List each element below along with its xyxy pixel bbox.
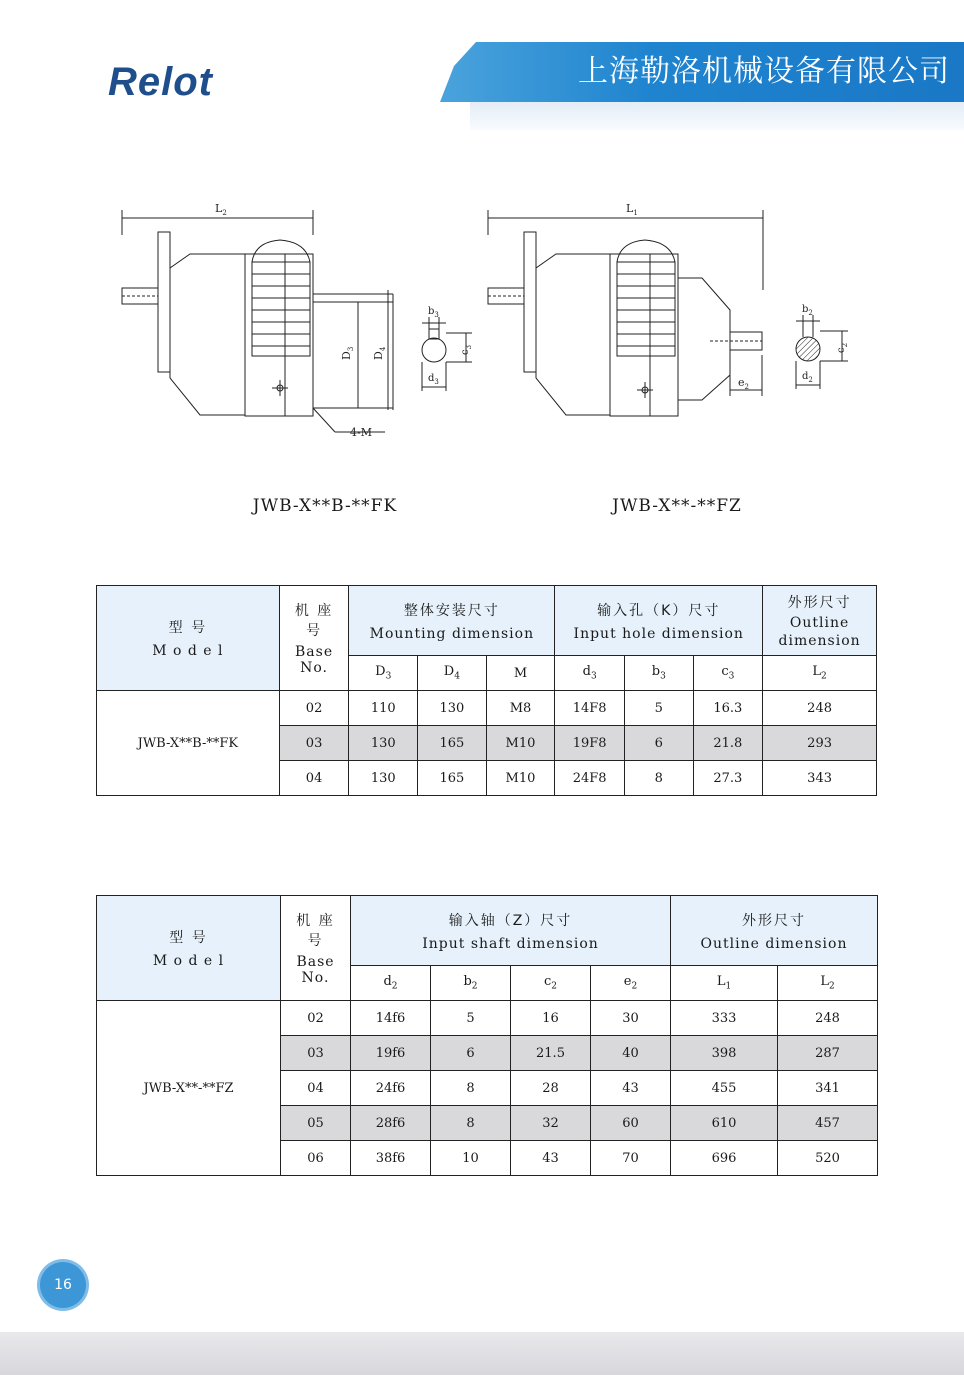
outline-header: 外形尺寸 Outline dimension [671, 896, 878, 966]
table-cell: 248 [778, 1001, 878, 1036]
table-cell: 5 [431, 1001, 511, 1036]
bottom-bar [0, 1332, 964, 1375]
table-cell: 28f6 [351, 1106, 431, 1141]
fz-drawing [480, 190, 780, 420]
table-cell: 398 [671, 1036, 778, 1071]
table-cell: 287 [778, 1036, 878, 1071]
table-cell: 8 [431, 1071, 511, 1106]
table-cell: 455 [671, 1071, 778, 1106]
table-cell: 6 [625, 726, 694, 761]
base-cell: 04 [279, 761, 349, 796]
table-cell: 130 [349, 761, 418, 796]
fk-c3-label: $c_3$ [460, 344, 473, 355]
fk-4m-label: 4-M [350, 426, 372, 439]
table-cell: 14F8 [555, 691, 625, 726]
table-cell: M10 [486, 726, 555, 761]
table-cell: 110 [349, 691, 418, 726]
table-cell: 165 [418, 761, 487, 796]
col-header: $e_2$ [591, 966, 671, 1001]
outline-header: 外形尺寸 Outline dimension [763, 586, 877, 656]
fk-l-label: $L_2$ [215, 202, 227, 217]
table-cell: 10 [431, 1141, 511, 1176]
model-name: JWB-X**B-**FK [97, 691, 280, 796]
base-cell: 03 [281, 1036, 351, 1071]
table-cell: M8 [486, 691, 555, 726]
fz-l-label: $L_1$ [626, 202, 638, 217]
base-cell: 02 [281, 1001, 351, 1036]
fz-e2-label: $e_2$ [738, 376, 749, 391]
table-row [97, 691, 877, 726]
col-header: $L_1$ [671, 966, 778, 1001]
base-header: 机 座 号 Base No. [281, 896, 351, 1001]
table-cell: 333 [671, 1001, 778, 1036]
base-cell: 05 [281, 1106, 351, 1141]
table-cell: 21.8 [693, 726, 763, 761]
table-cell: 696 [671, 1141, 778, 1176]
model-name: JWB-X**-**FZ [97, 1001, 281, 1176]
table-cell: 520 [778, 1141, 878, 1176]
table-cell: 5 [625, 691, 694, 726]
header-banner-shadow [470, 102, 964, 130]
base-cell: 02 [279, 691, 349, 726]
fz-caption: JWB-X**-**FZ [612, 496, 742, 516]
table-cell: 130 [418, 691, 487, 726]
base-header: 机 座 号 Base No. [279, 586, 349, 691]
col-header: $c_2$ [511, 966, 591, 1001]
table-cell: 14f6 [351, 1001, 431, 1036]
fk-caption: JWB-X**B-**FK [252, 496, 398, 516]
col-header: $d_2$ [351, 966, 431, 1001]
col-header: M [486, 656, 555, 691]
fz-d2-label: $d_2$ [802, 371, 813, 384]
table-cell: 457 [778, 1106, 878, 1141]
fz-dimension-table [96, 895, 878, 1176]
fz-c2-label: $c_2$ [836, 342, 849, 353]
table-cell: 27.3 [693, 761, 763, 796]
table-cell: 40 [591, 1036, 671, 1071]
table-cell: 43 [591, 1071, 671, 1106]
col-header: $L_2$ [778, 966, 878, 1001]
input-hole-header: 输入孔（K）尺寸 Input hole dimension [555, 586, 763, 656]
table-row [97, 1001, 878, 1036]
fk-b3-label: $b_3$ [428, 306, 439, 319]
table-cell: 165 [418, 726, 487, 761]
model-header: 型 号 M o d e l [97, 586, 280, 691]
table-cell: 8 [625, 761, 694, 796]
table-cell: 28 [511, 1071, 591, 1106]
fz-shaft-detail [782, 295, 862, 395]
table-cell: 60 [591, 1106, 671, 1141]
input-shaft-header: 输入轴（Z）尺寸 Input shaft dimension [351, 896, 671, 966]
col-header: $L_2$ [763, 656, 877, 691]
table-cell: 6 [431, 1036, 511, 1071]
table-cell: 32 [511, 1106, 591, 1141]
table-cell: 16.3 [693, 691, 763, 726]
table-cell: 70 [591, 1141, 671, 1176]
col-header: $c_3$ [693, 656, 763, 691]
fk-hole-detail [410, 295, 480, 395]
page-number-badge: 16 [40, 1262, 86, 1308]
fk-d3-label: $D_3$ [340, 346, 355, 360]
col-header: $b_2$ [431, 966, 511, 1001]
table-cell: 24F8 [555, 761, 625, 796]
table-cell: 24f6 [351, 1071, 431, 1106]
base-cell: 03 [279, 726, 349, 761]
base-cell: 04 [281, 1071, 351, 1106]
fk-d4-label: $D_4$ [372, 346, 387, 360]
company-name: 上海勒洛机械设备有限公司 [578, 54, 950, 89]
table-cell: 38f6 [351, 1141, 431, 1176]
table-cell: 21.5 [511, 1036, 591, 1071]
table-cell: M10 [486, 761, 555, 796]
col-header: $d_3$ [555, 656, 625, 691]
col-header: $b_3$ [625, 656, 694, 691]
fk-drawing [110, 190, 410, 450]
table-cell: 16 [511, 1001, 591, 1036]
table-cell: 248 [763, 691, 877, 726]
table-cell: 43 [511, 1141, 591, 1176]
model-header: 型 号 M o d e l [97, 896, 281, 1001]
table-cell: 341 [778, 1071, 878, 1106]
fk-dimension-table [96, 585, 877, 796]
fk-d3-detail-label: $d_3$ [428, 373, 439, 386]
table-cell: 8 [431, 1106, 511, 1141]
base-cell: 06 [281, 1141, 351, 1176]
table-cell: 19f6 [351, 1036, 431, 1071]
table-cell: 19F8 [555, 726, 625, 761]
table-cell: 610 [671, 1106, 778, 1141]
col-header: $D_3$ [349, 656, 418, 691]
table-cell: 293 [763, 726, 877, 761]
relot-logo: Relot [108, 60, 213, 104]
table-cell: 30 [591, 1001, 671, 1036]
mounting-header: 整体安装尺寸 Mounting dimension [349, 586, 555, 656]
col-header: $D_4$ [418, 656, 487, 691]
table-cell: 343 [763, 761, 877, 796]
table-cell: 130 [349, 726, 418, 761]
fz-b2-label: $b_2$ [802, 304, 813, 317]
